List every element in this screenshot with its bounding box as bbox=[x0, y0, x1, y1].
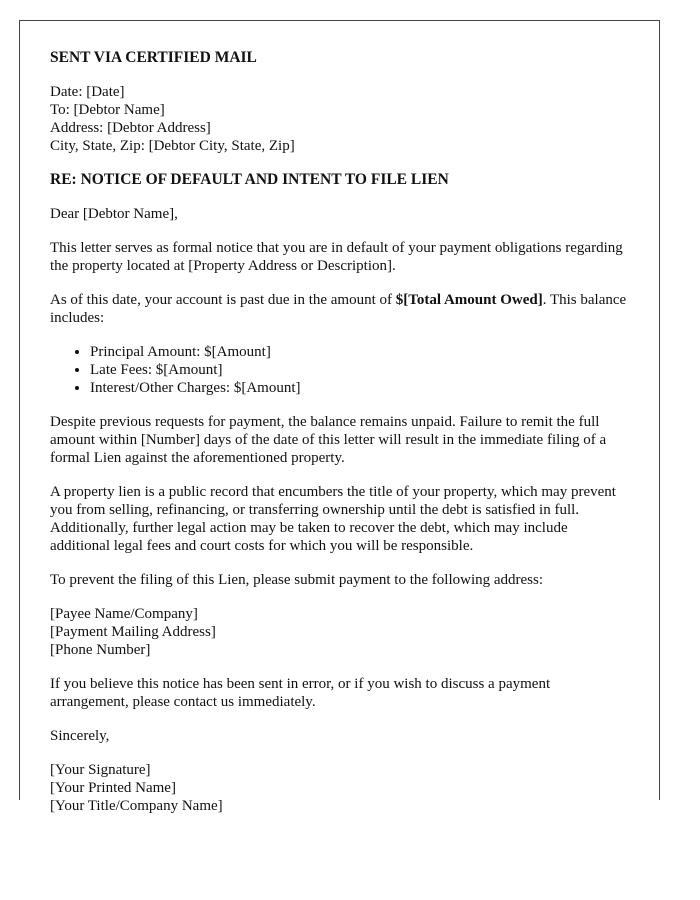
list-item: • Late Fees: $[Amount] bbox=[90, 361, 630, 379]
balance-paragraph bbox=[50, 291, 630, 327]
signature-block bbox=[50, 761, 630, 815]
payee-block bbox=[50, 605, 630, 659]
payment-instruction-paragraph: To prevent the filing of this Lien, please submit payment to the following address: bbox=[50, 572, 544, 588]
balance-text-before: As of this date, your account is past due in the amount of bbox=[50, 292, 396, 308]
error-notice-paragraph: If you believe this notice has been sent in error, or if you wish to discuss a payment arrangement, please contact us immediately. bbox=[50, 676, 551, 710]
printed-name-line: [Your Printed Name] bbox=[50, 780, 176, 796]
list-item: • Interest/Other Charges: $[Amount] bbox=[90, 379, 630, 397]
payee-phone: [Phone Number] bbox=[50, 642, 151, 658]
letter-body bbox=[50, 49, 630, 831]
to-line: To: [Debtor Name] bbox=[50, 102, 165, 118]
recipient-block bbox=[50, 83, 630, 155]
closing: Sincerely, bbox=[50, 728, 110, 744]
title-line: [Your Title/Company Name] bbox=[50, 798, 223, 814]
list-item: • Principal Amount: $[Amount] bbox=[90, 343, 630, 361]
payee-name: [Payee Name/Company] bbox=[50, 606, 198, 622]
salutation: Dear [Debtor Name], bbox=[50, 206, 178, 222]
lien-info-paragraph: A property lien is a public record that encumbers the title of your property, which may prevent you from selling, refinancing, or transferring ownership until the debt is satisfied in full. Additionally, further legal action may be taken to recover the debt, which may include additional legal fees and court costs for which you will be responsible. bbox=[50, 484, 616, 554]
warning-paragraph: Despite previous requests for payment, the balance remains unpaid. Failure to remit the full amount within [Number] days of the date of this letter will result in the immediate filing of a formal Lien against the aforementioned property. bbox=[50, 414, 607, 466]
signature-line: [Your Signature] bbox=[50, 762, 151, 778]
payee-address: [Payment Mailing Address] bbox=[50, 624, 216, 640]
city-line: City, State, Zip: [Debtor City, State, Zip] bbox=[50, 138, 295, 154]
charges-list bbox=[50, 343, 630, 397]
subject-line: RE: NOTICE OF DEFAULT AND INTENT TO FILE LIEN bbox=[50, 171, 449, 188]
date-line: Date: [Date] bbox=[50, 84, 125, 100]
balance-text-after: . This balance includes: bbox=[50, 292, 627, 326]
intro-paragraph: This letter serves as formal notice that you are in default of your payment obligations regarding the property located at [Property Address or Description]. bbox=[50, 240, 623, 274]
letter-page bbox=[19, 20, 660, 814]
total-amount-owed: $[Total Amount Owed] bbox=[395, 292, 543, 308]
address-line: Address: [Debtor Address] bbox=[50, 120, 211, 136]
mail-method-heading: SENT VIA CERTIFIED MAIL bbox=[50, 49, 257, 66]
